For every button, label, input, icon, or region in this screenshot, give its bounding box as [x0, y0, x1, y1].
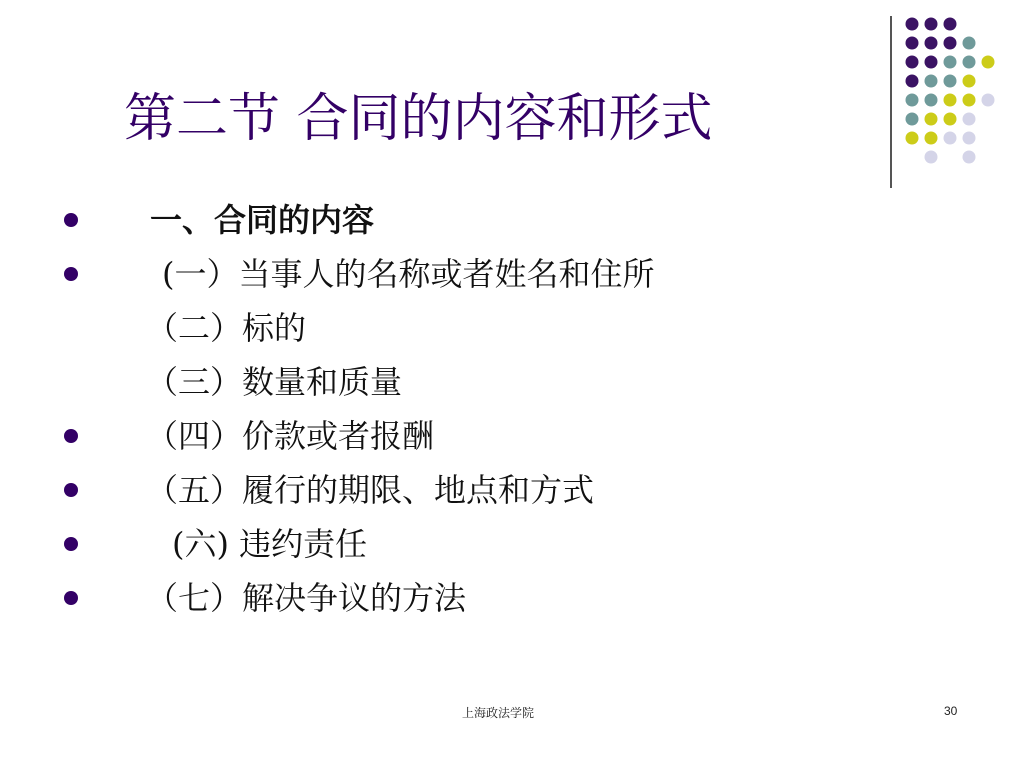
content-line: （四）价款或者报酬: [146, 417, 435, 455]
bullet-dot: [64, 591, 78, 605]
content-line: 一、合同的内容: [150, 201, 375, 239]
bullet-dot: [64, 213, 78, 227]
content-line: （二）标的: [146, 309, 307, 347]
bullet-dot: [64, 537, 78, 551]
slide-title: 第二节 合同的内容和形式: [124, 89, 713, 149]
footer-institution: 上海政法学院: [462, 706, 535, 720]
bullet-dot: [64, 429, 78, 443]
content-line: （三）数量和质量: [146, 363, 403, 401]
bullet-dot: [64, 267, 78, 281]
content-line: (一）当事人的名称或者姓名和住所: [162, 255, 655, 293]
bullet-dot: [64, 483, 78, 497]
content-line: （七）解决争议的方法: [146, 579, 467, 617]
content-line: (六) 违约责任: [172, 525, 368, 563]
content-line: （五）履行的期限、地点和方式: [146, 471, 595, 509]
footer-page-number: 30: [944, 704, 958, 718]
